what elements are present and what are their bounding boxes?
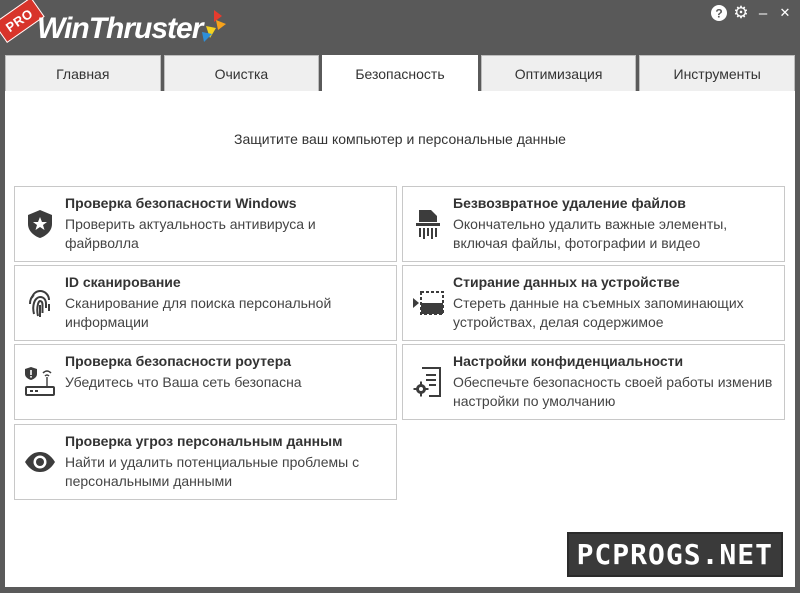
page-subtitle: Защитите ваш компьютер и персональные данные [234, 131, 566, 147]
app-name: WinThruster [37, 12, 203, 45]
card-personal-data-threat-check[interactable] [14, 424, 397, 500]
card-title: Стирание данных на устройстве [453, 274, 680, 290]
card-title: Проверка безопасности роутера [65, 353, 292, 369]
help-icon[interactable] [710, 4, 728, 22]
card-title: Безвозвратное удаление файлов [453, 195, 686, 211]
drive-wipe-icon [411, 286, 445, 320]
shredder-icon [411, 207, 445, 241]
card-description: Стереть данные на съемных запоминающих устройствах, делая содержимое [453, 295, 744, 330]
card-router-security-check[interactable] [14, 344, 397, 420]
card-description: Найти и удалить потенциальные проблемы с персональными данными [65, 454, 360, 489]
card-secure-file-deletion[interactable] [402, 186, 785, 262]
watermark: PCPROGS.NET [567, 532, 783, 577]
logo-mark-icon [200, 10, 228, 42]
card-description: Окончательно удалить важные элементы, включая файлы, фотографии и видео [453, 216, 728, 251]
card-privacy-settings[interactable] [402, 344, 785, 420]
tab-home[interactable]: Главная [5, 55, 161, 91]
card-windows-security-check[interactable] [14, 186, 397, 262]
card-device-data-wipe[interactable] [402, 265, 785, 341]
minimize-button[interactable]: – [758, 4, 768, 22]
shield-star-icon [23, 207, 57, 241]
eye-icon [23, 445, 57, 479]
card-title: Проверка безопасности Windows [65, 195, 297, 211]
title-bar [0, 0, 800, 55]
settings-gear-icon[interactable]: ⚙ [733, 3, 749, 22]
window-controls [710, 4, 794, 22]
document-gear-icon [411, 365, 445, 399]
tab-cleanup[interactable]: Очистка [164, 55, 320, 91]
pro-badge: PRO [0, 0, 45, 43]
tab-security[interactable]: Безопасность [322, 55, 478, 91]
card-title: Проверка угроз персональным данным [65, 433, 343, 449]
fingerprint-icon [23, 286, 57, 320]
card-title: ID сканирование [65, 274, 181, 290]
svg-text:?: ? [715, 6, 723, 21]
close-button[interactable]: ✕ [779, 5, 791, 20]
card-description: Обеспечьте безопасность своей работы изменив настройки по умолчанию [453, 374, 773, 409]
tab-tools[interactable]: Инструменты [639, 55, 795, 91]
card-description: Убедитесь что Ваша сеть безопасна [65, 374, 302, 390]
card-id-scan[interactable] [14, 265, 397, 341]
card-description: Проверить актуальность антивируса и файрволла [65, 216, 316, 251]
router-warning-icon [23, 365, 57, 399]
tab-optimization[interactable]: Оптимизация [481, 55, 637, 91]
security-panel [5, 91, 795, 587]
card-description: Сканирование для поиска персональной информации [65, 295, 332, 330]
main-tabs [5, 55, 795, 91]
card-title: Настройки конфиденциальности [453, 353, 684, 369]
